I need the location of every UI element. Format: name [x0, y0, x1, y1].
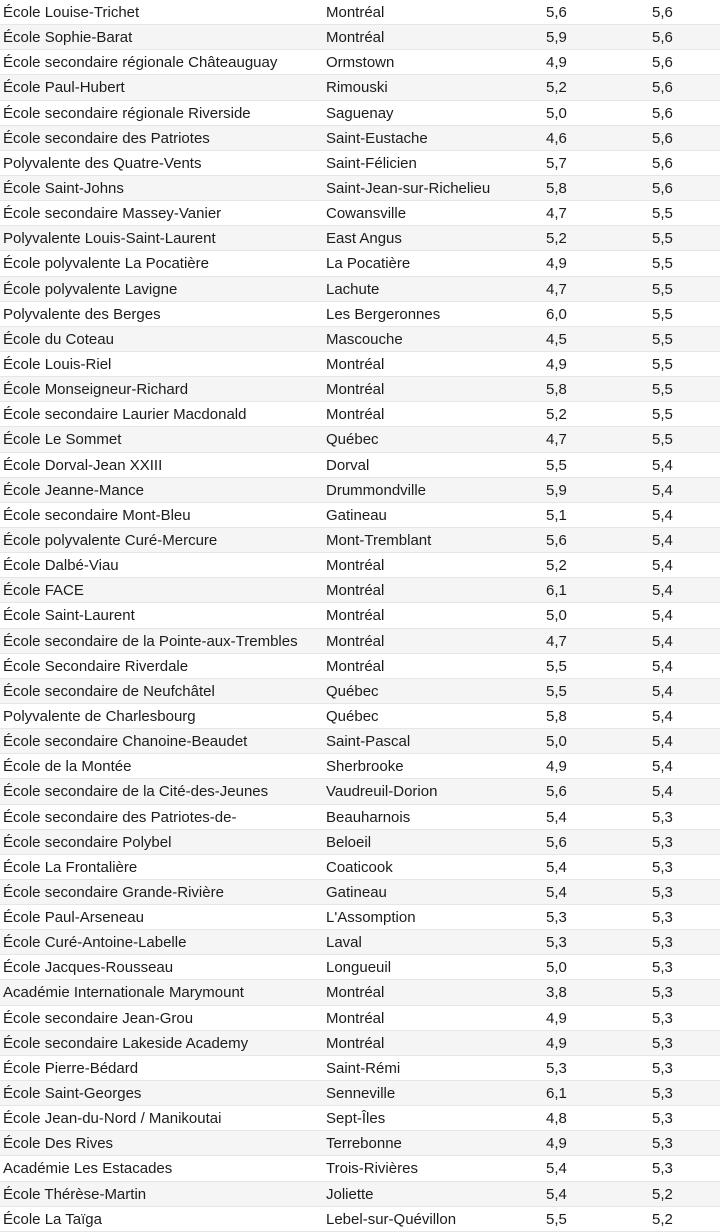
school-name-cell: École Louis-Riel: [3, 355, 112, 373]
school-name-cell: École Louise-Trichet: [3, 4, 140, 21]
table-row: [0, 352, 720, 377]
table-row: [0, 277, 720, 302]
score-1-cell: 5,2: [546, 230, 567, 248]
score-1-cell: 5,4: [546, 858, 567, 876]
score-1-cell: 6,0: [546, 305, 567, 323]
score-1-cell: 5,6: [546, 531, 567, 549]
school-name-cell: École La Frontalière: [3, 858, 138, 876]
score-2-cell: 5,4: [652, 657, 673, 675]
table-row: [0, 779, 720, 804]
table-row: [0, 654, 720, 679]
school-name-cell: École Saint-Johns: [3, 179, 124, 197]
score-1-cell: 4,5: [546, 330, 567, 348]
score-2-cell: 5,2: [652, 1185, 673, 1203]
table-row: [0, 704, 720, 729]
score-1-cell: 5,6: [546, 833, 567, 851]
score-1-cell: 4,6: [546, 129, 567, 147]
score-1-cell: 4,7: [546, 431, 567, 449]
table-row: [0, 302, 720, 327]
table-row: [0, 729, 720, 754]
city-cell: Québec: [326, 707, 379, 725]
score-1-cell: 5,2: [546, 557, 567, 575]
score-2-cell: 5,3: [652, 1160, 673, 1178]
city-cell: Vaudreuil-Dorion: [326, 783, 438, 801]
score-2-cell: 5,4: [652, 707, 673, 725]
school-name-cell: École Curé-Antoine-Labelle: [3, 934, 187, 952]
score-2-cell: 5,4: [652, 632, 673, 650]
table-row: [0, 101, 720, 126]
city-cell: Trois-Rivières: [326, 1160, 418, 1178]
score-2-cell: 5,5: [652, 406, 673, 424]
school-name-cell: École Dorval-Jean XXIII: [3, 456, 163, 474]
score-2-cell: 5,4: [652, 582, 673, 600]
school-name-cell: Polyvalente Louis-Saint-Laurent: [3, 230, 216, 248]
city-cell: Joliette: [326, 1185, 374, 1203]
school-name-cell: École Dalbé-Viau: [3, 557, 119, 575]
table-row: [0, 226, 720, 251]
score-2-cell: 5,6: [652, 4, 673, 21]
score-1-cell: 5,4: [546, 1185, 567, 1203]
city-cell: Montréal: [326, 582, 385, 600]
school-name-cell: École secondaire Jean-Grou: [3, 1009, 194, 1027]
school-name-cell: École Saint-Georges: [3, 1085, 142, 1103]
city-cell: Montréal: [326, 557, 385, 575]
table-row: [0, 805, 720, 830]
score-1-cell: 5,5: [546, 456, 567, 474]
score-1-cell: 4,9: [546, 1034, 567, 1052]
school-name-cell: École Paul-Hubert: [3, 79, 125, 97]
school-name-cell: École secondaire de la Cité-des-Jeunes: [3, 783, 269, 801]
score-2-cell: 5,4: [652, 531, 673, 549]
school-name-cell: Académie Internationale Marymount: [3, 984, 244, 1002]
score-2-cell: 5,4: [652, 783, 673, 801]
score-2-cell: 5,4: [652, 506, 673, 524]
table-row: [0, 1131, 720, 1156]
city-cell: Longueuil: [326, 959, 392, 977]
score-1-cell: 4,7: [546, 632, 567, 650]
city-cell: Saint-Jean-sur-Richelieu: [326, 179, 491, 197]
city-cell: Montréal: [326, 1009, 385, 1027]
city-cell: Cowansville: [326, 205, 407, 223]
score-1-cell: 4,8: [546, 1110, 567, 1128]
score-1-cell: 4,9: [546, 1135, 567, 1153]
city-cell: Montréal: [326, 984, 385, 1002]
score-1-cell: 5,9: [546, 29, 567, 47]
table-row: [0, 201, 720, 226]
score-2-cell: 5,4: [652, 682, 673, 700]
score-2-cell: 5,5: [652, 431, 673, 449]
score-2-cell: 5,6: [652, 54, 673, 72]
city-cell: Beloeil: [326, 833, 372, 851]
city-cell: Drummondville: [326, 481, 427, 499]
school-name-cell: École Monseigneur-Richard: [3, 381, 189, 399]
school-name-cell: Polyvalente des Quatre-Vents: [3, 154, 202, 172]
school-name-cell: École Secondaire Riverdale: [3, 657, 189, 675]
table-row: [0, 1207, 720, 1232]
score-2-cell: 5,6: [652, 29, 673, 47]
table-row: [0, 1006, 720, 1031]
table-row: [0, 1156, 720, 1181]
school-name-cell: École secondaire régionale Châteauguay: [3, 54, 278, 72]
school-name-cell: École polyvalente Curé-Mercure: [3, 531, 218, 549]
score-1-cell: 5,0: [546, 733, 567, 751]
score-1-cell: 4,9: [546, 54, 567, 72]
score-2-cell: 5,6: [652, 104, 673, 122]
score-2-cell: 5,3: [652, 1085, 673, 1103]
score-1-cell: 5,0: [546, 959, 567, 977]
score-1-cell: 5,3: [546, 934, 567, 952]
table-row: [0, 126, 720, 151]
table-row: [0, 980, 720, 1005]
score-1-cell: 5,5: [546, 657, 567, 675]
score-2-cell: 5,6: [652, 179, 673, 197]
table-row: [0, 930, 720, 955]
school-name-cell: École FACE: [3, 582, 84, 600]
school-name-cell: École Le Sommet: [3, 431, 122, 449]
city-cell: Gatineau: [326, 883, 387, 901]
table-row: [0, 478, 720, 503]
city-cell: Sept-Îles: [326, 1110, 386, 1128]
score-2-cell: 5,5: [652, 255, 673, 273]
school-name-cell: École Pierre-Bédard: [3, 1059, 139, 1077]
school-name-cell: École Thérèse-Martin: [3, 1185, 147, 1203]
score-2-cell: 5,4: [652, 557, 673, 575]
table-row: [0, 553, 720, 578]
score-2-cell: 5,3: [652, 1009, 673, 1027]
score-1-cell: 4,7: [546, 280, 567, 298]
city-cell: Mascouche: [326, 330, 403, 348]
score-2-cell: 5,6: [652, 154, 673, 172]
city-cell: Montréal: [326, 406, 385, 424]
school-name-cell: École La Taïga: [3, 1210, 102, 1228]
school-name-cell: École secondaire Grande-Rivière: [3, 883, 224, 901]
school-name-cell: École secondaire Mont-Bleu: [3, 506, 191, 524]
score-2-cell: 5,4: [652, 733, 673, 751]
table-row: [0, 880, 720, 905]
city-cell: Dorval: [326, 456, 370, 474]
score-1-cell: 4,7: [546, 205, 567, 223]
city-cell: Gatineau: [326, 506, 387, 524]
city-cell: Montréal: [326, 29, 385, 47]
table-row: [0, 679, 720, 704]
school-name-cell: École secondaire régionale Riverside: [3, 104, 251, 122]
score-1-cell: 5,5: [546, 1210, 567, 1228]
school-name-cell: École secondaire Massey-Vanier: [3, 205, 222, 223]
city-cell: Saint-Pascal: [326, 733, 411, 751]
score-2-cell: 5,3: [652, 858, 673, 876]
score-1-cell: 5,2: [546, 406, 567, 424]
city-cell: Lebel-sur-Quévillon: [326, 1210, 457, 1228]
score-1-cell: 5,8: [546, 707, 567, 725]
table-row: [0, 176, 720, 201]
school-name-cell: École secondaire de la Pointe-aux-Trembles: [3, 632, 298, 650]
city-cell: Montréal: [326, 4, 385, 21]
score-2-cell: 5,2: [652, 1210, 673, 1228]
city-cell: Saint-Rémi: [326, 1059, 401, 1077]
score-2-cell: 5,6: [652, 79, 673, 97]
school-name-cell: École polyvalente La Pocatière: [3, 255, 209, 273]
score-2-cell: 5,4: [652, 456, 673, 474]
city-cell: L'Assomption: [326, 909, 416, 927]
city-cell: Montréal: [326, 607, 385, 625]
table-row: [0, 503, 720, 528]
score-2-cell: 5,5: [652, 305, 673, 323]
score-2-cell: 5,3: [652, 909, 673, 927]
school-name-cell: Académie Les Estacades: [3, 1160, 173, 1178]
score-2-cell: 5,3: [652, 1059, 673, 1077]
city-cell: Montréal: [326, 381, 385, 399]
table-row: [0, 578, 720, 603]
city-cell: Mont-Tremblant: [326, 531, 432, 549]
score-1-cell: 5,2: [546, 79, 567, 97]
score-2-cell: 5,3: [652, 1034, 673, 1052]
city-cell: Lachute: [326, 280, 380, 298]
score-1-cell: 3,8: [546, 984, 567, 1002]
table-row: [0, 151, 720, 176]
school-name-cell: École Jeanne-Mance: [3, 481, 144, 499]
city-cell: Laval: [326, 934, 362, 952]
city-cell: Montréal: [326, 657, 385, 675]
score-1-cell: 5,4: [546, 883, 567, 901]
school-name-cell: École Sophie-Barat: [3, 29, 133, 47]
score-1-cell: 5,1: [546, 506, 567, 524]
table-row: [0, 251, 720, 276]
table-row: [0, 327, 720, 352]
city-cell: La Pocatière: [326, 255, 411, 273]
city-cell: Montréal: [326, 1034, 385, 1052]
table-row: [0, 377, 720, 402]
score-1-cell: 5,3: [546, 1059, 567, 1077]
school-name-cell: École Saint-Laurent: [3, 607, 135, 625]
score-1-cell: 5,6: [546, 4, 567, 21]
score-1-cell: 5,3: [546, 909, 567, 927]
school-name-cell: École Jean-du-Nord / Manikoutai: [3, 1110, 222, 1128]
score-1-cell: 4,9: [546, 355, 567, 373]
school-name-cell: Polyvalente des Berges: [3, 305, 161, 323]
score-2-cell: 5,3: [652, 1110, 673, 1128]
score-1-cell: 5,9: [546, 481, 567, 499]
table-row: [0, 603, 720, 628]
score-1-cell: 4,9: [546, 758, 567, 776]
city-cell: Coaticook: [326, 858, 393, 876]
table-row: [0, 855, 720, 880]
table-row: [0, 955, 720, 980]
score-1-cell: 5,4: [546, 808, 567, 826]
table-row: [0, 754, 720, 779]
score-2-cell: 5,4: [652, 481, 673, 499]
table-row: [0, 1031, 720, 1056]
table-row: [0, 453, 720, 478]
city-cell: Beauharnois: [326, 808, 411, 826]
city-cell: Québec: [326, 431, 379, 449]
score-1-cell: 4,9: [546, 255, 567, 273]
school-name-cell: École secondaire des Patriotes: [3, 129, 210, 147]
score-2-cell: 5,3: [652, 984, 673, 1002]
city-cell: Saint-Félicien: [326, 154, 417, 172]
score-1-cell: 5,5: [546, 682, 567, 700]
score-2-cell: 5,3: [652, 1135, 673, 1153]
table-row: [0, 402, 720, 427]
score-1-cell: 5,4: [546, 1160, 567, 1178]
score-2-cell: 5,5: [652, 230, 673, 248]
table-row: [0, 1106, 720, 1131]
city-cell: East Angus: [326, 230, 402, 248]
city-cell: Montréal: [326, 355, 385, 373]
score-2-cell: 5,5: [652, 330, 673, 348]
city-cell: Sherbrooke: [326, 758, 404, 776]
score-2-cell: 5,3: [652, 883, 673, 901]
table-row: [0, 50, 720, 75]
city-cell: Les Bergeronnes: [326, 305, 441, 323]
school-name-cell: École secondaire Polybel: [3, 833, 172, 851]
score-1-cell: 4,9: [546, 1009, 567, 1027]
score-1-cell: 5,6: [546, 783, 567, 801]
table-row: [0, 830, 720, 855]
table-row: [0, 0, 720, 25]
score-2-cell: 5,5: [652, 205, 673, 223]
city-cell: Ormstown: [326, 54, 395, 72]
school-name-cell: École de la Montée: [3, 758, 132, 776]
table-row: [0, 75, 720, 100]
score-2-cell: 5,3: [652, 959, 673, 977]
score-1-cell: 6,1: [546, 1085, 567, 1103]
school-name-cell: École secondaire des Patriotes-de-: [3, 808, 237, 826]
school-name-cell: École Des Rives: [3, 1135, 114, 1153]
score-1-cell: 5,8: [546, 179, 567, 197]
school-name-cell: École Jacques-Rousseau: [3, 959, 174, 977]
city-cell: Montréal: [326, 632, 385, 650]
city-cell: Senneville: [326, 1085, 396, 1103]
school-name-cell: École secondaire de Neufchâtel: [3, 682, 215, 700]
score-2-cell: 5,5: [652, 355, 673, 373]
score-2-cell: 5,4: [652, 758, 673, 776]
city-cell: Saguenay: [326, 104, 394, 122]
table-row: [0, 25, 720, 50]
score-1-cell: 5,0: [546, 607, 567, 625]
score-2-cell: 5,5: [652, 280, 673, 298]
city-cell: Rimouski: [326, 79, 388, 97]
table-row: [0, 629, 720, 654]
school-name-cell: École secondaire Laurier Macdonald: [3, 406, 247, 424]
score-2-cell: 5,5: [652, 381, 673, 399]
city-cell: Québec: [326, 682, 379, 700]
score-2-cell: 5,3: [652, 808, 673, 826]
score-2-cell: 5,6: [652, 129, 673, 147]
school-name-cell: Polyvalente de Charlesbourg: [3, 707, 196, 725]
school-name-cell: École du Coteau: [3, 330, 114, 348]
score-2-cell: 5,3: [652, 833, 673, 851]
score-2-cell: 5,4: [652, 607, 673, 625]
score-1-cell: 5,7: [546, 154, 567, 172]
city-cell: Terrebonne: [326, 1135, 402, 1153]
score-1-cell: 5,0: [546, 104, 567, 122]
school-name-cell: École polyvalente Lavigne: [3, 280, 178, 298]
score-1-cell: 5,8: [546, 381, 567, 399]
city-cell: Saint-Eustache: [326, 129, 428, 147]
school-name-cell: École Paul-Arseneau: [3, 909, 144, 927]
school-name-cell: École secondaire Lakeside Academy: [3, 1034, 249, 1052]
table-row: [0, 1182, 720, 1207]
table-row: [0, 528, 720, 553]
table-row: [0, 905, 720, 930]
school-name-cell: École secondaire Chanoine-Beaudet: [3, 733, 248, 751]
table-row: [0, 1056, 720, 1081]
table-row: [0, 1081, 720, 1106]
score-1-cell: 6,1: [546, 582, 567, 600]
score-2-cell: 5,3: [652, 934, 673, 952]
table-row: [0, 427, 720, 452]
